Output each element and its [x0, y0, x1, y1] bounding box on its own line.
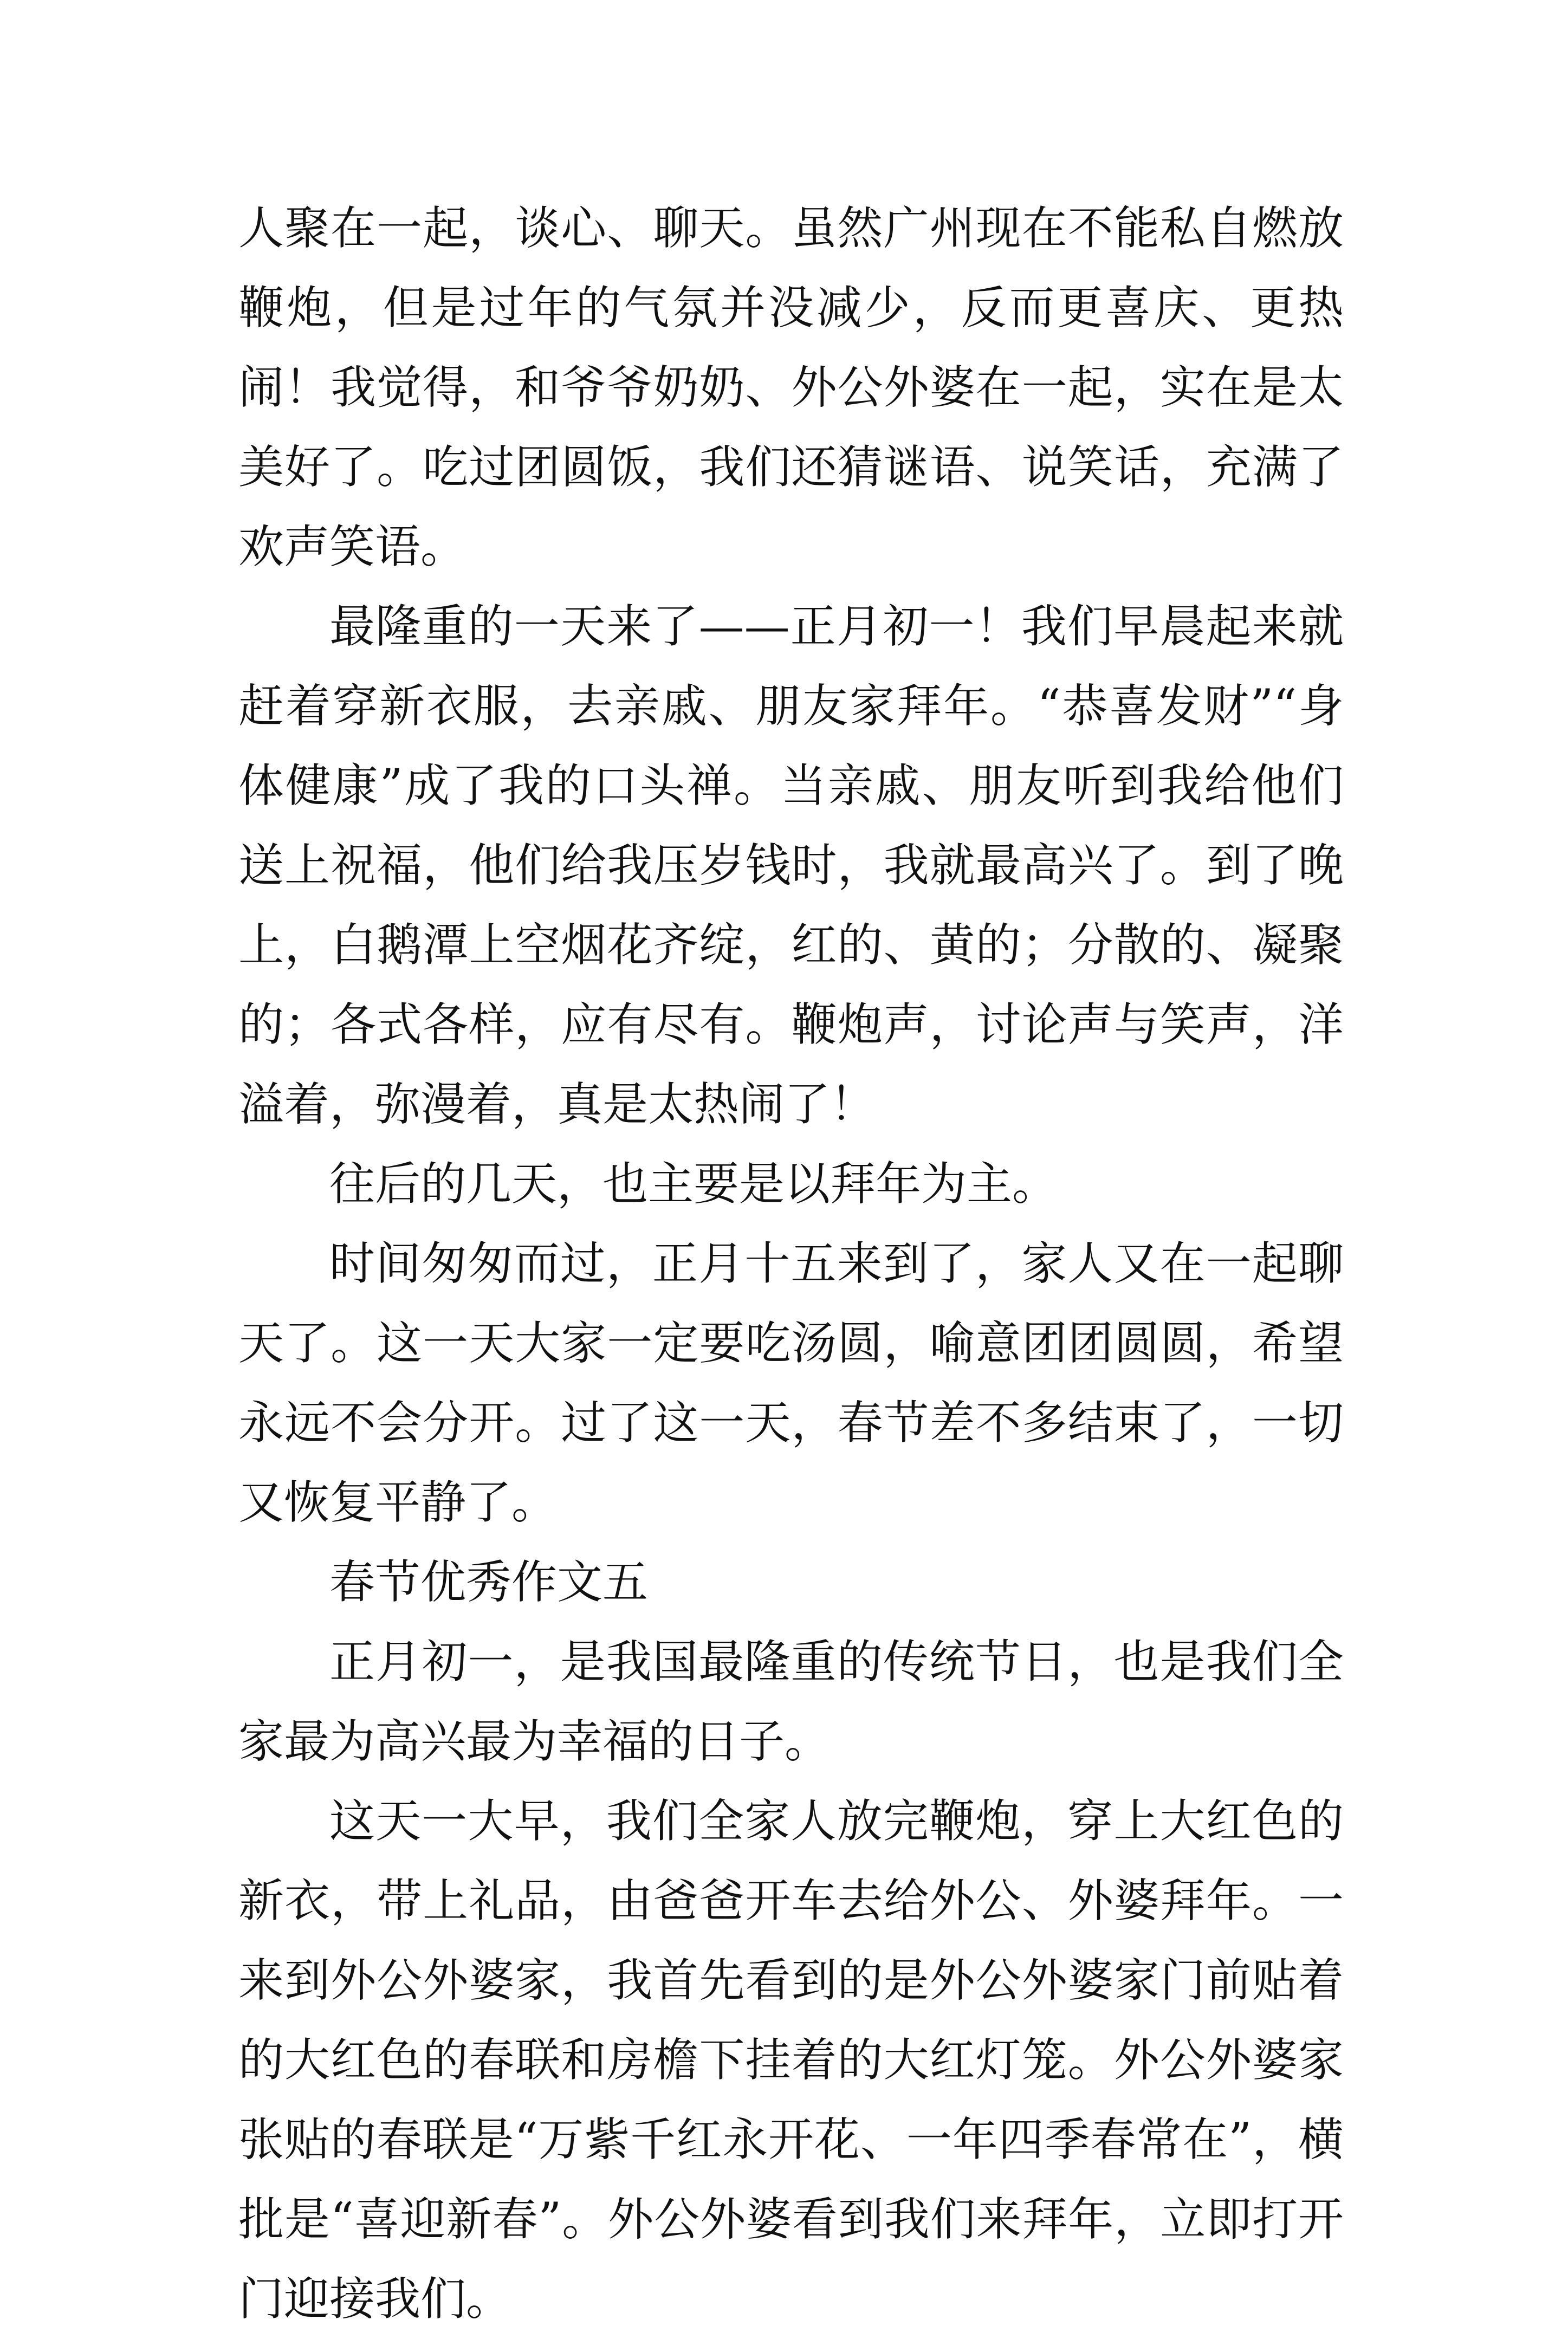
- paragraph-5: 正月初一，是我国最隆重的传统节日，也是我们全家最为高兴最为幸福的日子。: [238, 1635, 1344, 1768]
- paragraph-4: 时间匆匆而过，正月十五来到了，家人又在一起聊天了。这一天大家一定要吃汤圆，喻意团团圆圆，希望永远不会分开。过了这一天，春节差不多结束了，一切又恢复平静了。: [238, 1237, 1344, 1529]
- paragraph-1: 人聚在一起，谈心、聊天。虽然广州现在不能私自燃放鞭炮，但是过年的气氛并没减少，反而更喜庆、更热闹！我觉得，和爷爷奶奶、外公外婆在一起，实在是太美好了。吃过团圆饭，我们还猜谜语、说笑话，充满了欢声笑语。: [238, 202, 1344, 573]
- document-body: [238, 189, 1344, 2339]
- paragraph-2: 最隆重的一天来了——正月初一！我们早晨起来就赶着穿新衣服，去亲戚、朋友家拜年。“恭喜发财”“身体健康”成了我的口头禅。当亲戚、朋友听到我给他们送上祝福，他们给我压岁钱时，我就最高兴了。到了晚上，白鹅潭上空烟花齐绽，红的、黄的；分散的、凝聚的；各式各样，应有尽有。鞭炮声，讨论声与笑声，洋溢着，弥漫着，真是太热闹了！: [238, 600, 1344, 1131]
- section-heading: 春节优秀作文五: [329, 1556, 649, 1609]
- paragraph-3: 往后的几天，也主要是以拜年为主。: [329, 1157, 1058, 1210]
- paragraph-6: 这天一大早，我们全家人放完鞭炮，穿上大红色的新衣，带上礼品，由爸爸开车去给外公、外婆拜年。一来到外公外婆家，我首先看到的是外公外婆家门前贴着的大红色的春联和房檐下挂着的大红灯笼。外公外婆家张贴的春联是“万紫千红永开花、一年四季春常在”，横批是“喜迎新春”。外公外婆看到我们来拜年，立即打开门迎接我们。: [238, 1794, 1344, 2325]
